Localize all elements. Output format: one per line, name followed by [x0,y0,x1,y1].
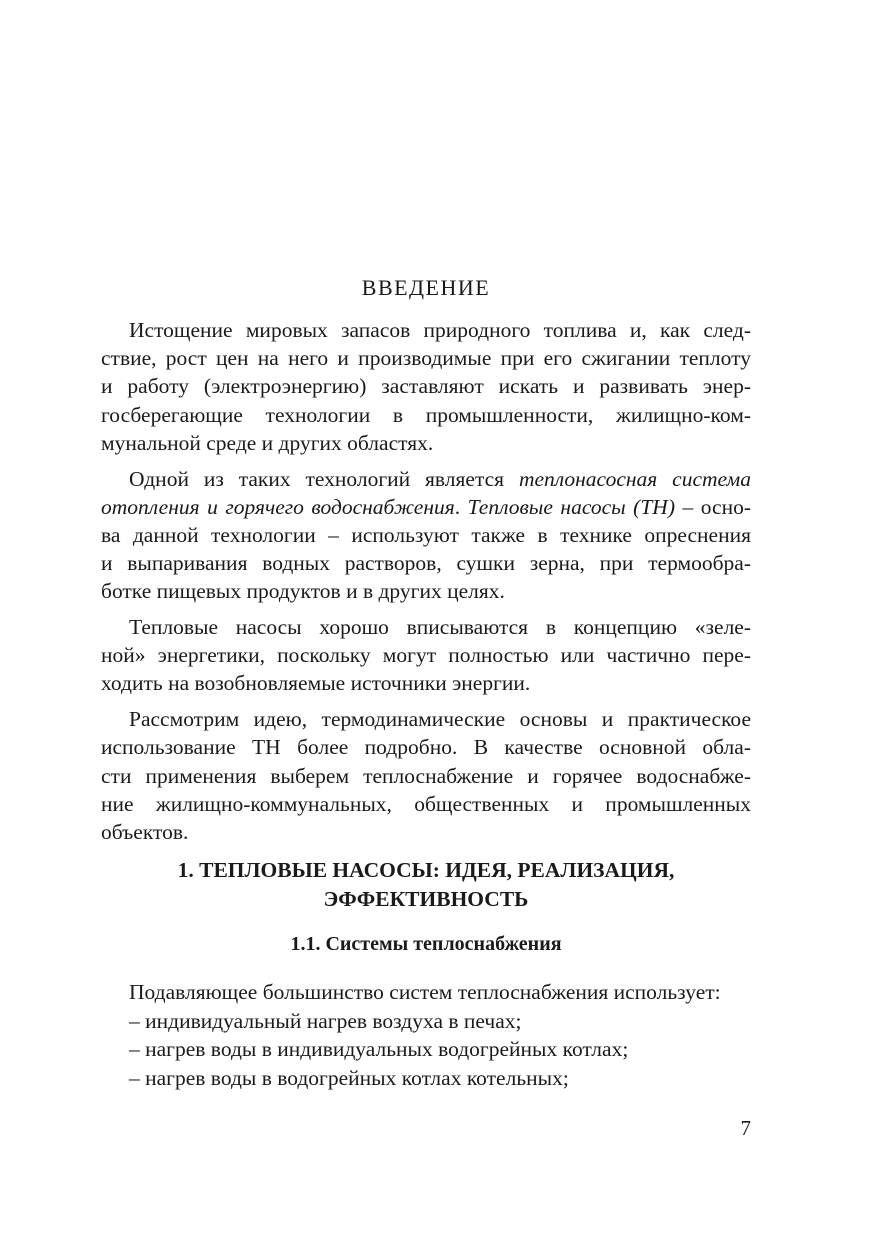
text-line [101,465,751,493]
chapter-heading-line: 1. ТЕПЛОВЫЕ НАСОСЫ: ИДЕЯ, РЕАЛИЗАЦИЯ, [177,858,675,882]
list-lead: Подавляющее большинство систем теплоснабжения использует: [129,980,721,1004]
book-page [101,0,751,1241]
paragraph-4 [101,705,751,846]
chapter-heading-line: ЭФФЕКТИВНОСТЬ [323,887,529,911]
italic-term: Тепловые насосы (ТН) [467,494,675,519]
list-item: – нагрев воды в водогрейных котлах котельных; [129,1065,569,1090]
paragraph-2 [101,465,751,606]
page-number: 7 [740,1116,751,1140]
text-line: и работу (электроэнергию) заставляют искать и развивать энер- [101,374,751,399]
text-line: сти применения выберем теплоснабжение и горячее водоснабже- [101,763,751,788]
introduction-body [101,316,751,854]
text-line: использование ТН более подробно. В качестве основной обла- [101,735,751,760]
text-line: госберегающие технологии в промышленности, жилищно-ком- [101,402,751,427]
text-run: Одной из таких технологий является [129,466,519,491]
text-line: ной» энергетики, поскольку могут полностью или частично пере- [101,643,751,668]
text-line: и выпаривания водных растворов, сушки зерна, при термообра- [101,551,751,576]
text-line: Истощение мировых запасов природного топлива и, как след- [129,318,751,342]
text-line: Тепловые насосы хорошо вписываются в концепцию «зеле- [129,615,751,640]
text-line: ва данной технологии – используют также в технике опреснения [101,522,751,547]
text-line: объектов. [101,819,189,844]
paragraph-3 [101,613,751,698]
italic-term: теплонасосная система [518,466,751,491]
text-run: . [454,494,468,519]
text-line: ние жилищно-коммунальных, общественных и промышленных [101,791,751,816]
text-line [101,493,751,521]
text-line: ботке пищевых продуктов и в других целях. [101,579,505,604]
text-line: мунальной среде и других областях. [101,430,434,455]
text-line: Рассмотрим идею, термодинамические основы и практическое [129,707,751,732]
text-run: – осно- [675,494,751,519]
chapter-heading [101,856,751,914]
italic-term: отопления и горячего водоснабжения [101,494,455,519]
text-line: ствие, рост цен на него и производимые при его сжигании теплоту [101,346,751,371]
section-heading: 1.1. Системы теплоснабжения [290,933,562,955]
list-item: – индивидуальный нагрев воздуха в печах; [129,1008,522,1033]
heat-supply-list [101,978,751,1092]
introduction-heading: ВВЕДЕНИЕ [361,275,491,300]
text-line: ходить на возобновляемые источники энергии. [101,671,531,696]
list-item: – нагрев воды в индивидуальных водогрейных котлах; [129,1037,629,1061]
paragraph-1 [101,316,751,457]
